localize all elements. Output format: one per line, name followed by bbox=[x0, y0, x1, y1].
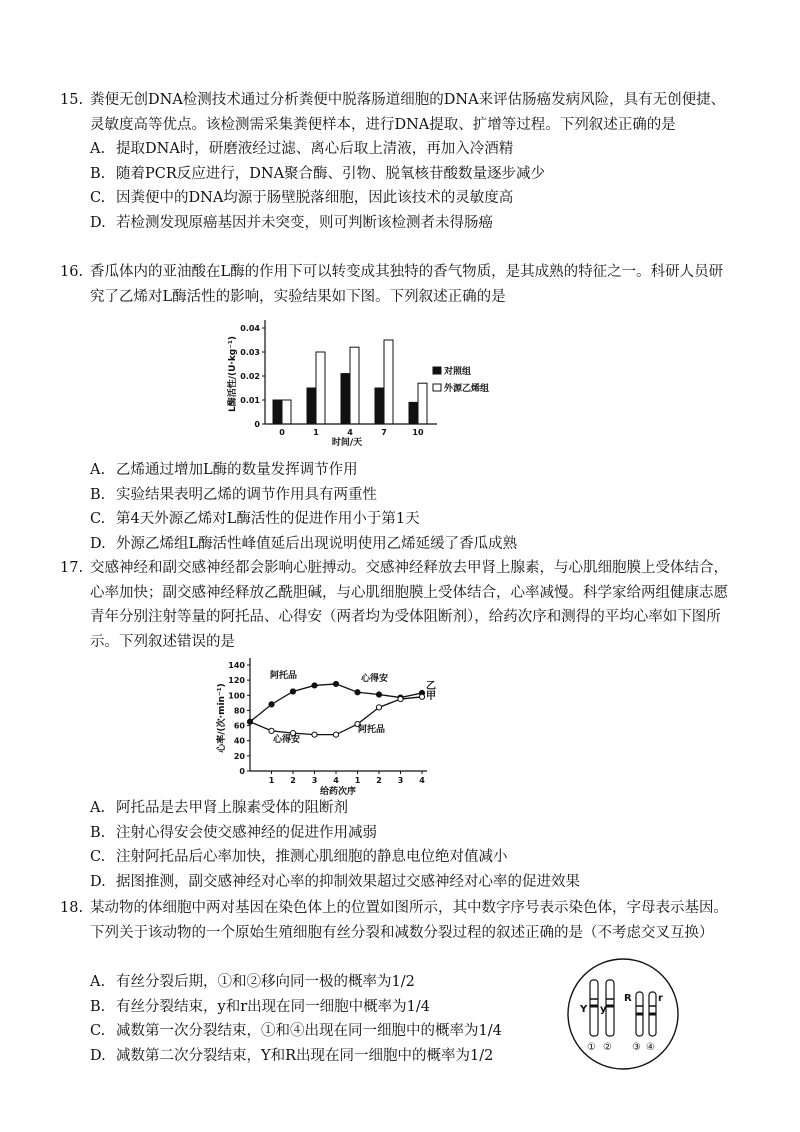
question-15 bbox=[60, 88, 728, 235]
data-point-start bbox=[247, 719, 252, 724]
x-tick-label: 4 bbox=[347, 428, 353, 437]
bar-control-10 bbox=[409, 402, 418, 424]
y-tick-label: 0 bbox=[254, 420, 260, 429]
chromosome-diagram bbox=[560, 966, 686, 1062]
line-chart-heart-rate bbox=[215, 652, 445, 798]
gene-label-Y: Y bbox=[580, 1004, 588, 1015]
bar-ethylene-4 bbox=[350, 347, 359, 424]
option-label: B. bbox=[90, 486, 106, 503]
x-tick-label: 3 bbox=[311, 776, 318, 785]
bar-ethylene-1 bbox=[316, 352, 325, 424]
option-d[interactable] bbox=[60, 1044, 530, 1069]
chromosome-2 bbox=[606, 980, 614, 1036]
option-c[interactable] bbox=[60, 845, 728, 870]
legend-swatch-control bbox=[433, 367, 441, 374]
x-axis-label: 时间/天 bbox=[331, 438, 363, 448]
question-number: 16. bbox=[60, 264, 84, 280]
option-text: 随着PCR反应进行，DNA聚合酶、引物、脱氧核苷酸数量逐步减少 bbox=[116, 165, 546, 182]
question-stem: 某动物的体细胞中两对基因在染色体上的位置如图所示，其中数字序号表示染色体，字母表示基因。下列关于该动物的一个原始生殖细胞有丝分裂和减数分裂过程的叙述正确的是（不考虑交叉互换） bbox=[90, 900, 728, 941]
option-text: 注射阿托品后心率加快，推测心肌细胞的静息电位绝对值减小 bbox=[116, 849, 508, 865]
option-text: 乙烯通过增加L酶的数量发挥调节作用 bbox=[116, 462, 358, 478]
bar-ethylene-0 bbox=[282, 400, 291, 424]
question-number: 18. bbox=[60, 900, 84, 916]
bar-control-4 bbox=[341, 374, 350, 424]
option-b[interactable] bbox=[60, 821, 728, 846]
option-text: 提取DNA时，研磨液经过滤、离心后取上清液，再加入冷酒精 bbox=[116, 141, 514, 157]
question-17 bbox=[60, 556, 728, 654]
question-16 bbox=[60, 260, 728, 309]
x-tick-label: 1 bbox=[268, 776, 275, 785]
option-text: 因粪便中的DNA均源于肠壁脱落细胞，因此该技术的灵敏度高 bbox=[116, 190, 514, 206]
option-a[interactable] bbox=[60, 970, 530, 995]
data-point-jia bbox=[398, 696, 403, 701]
question-stem: 交感神经和副交感神经都会影响心脏搏动。交感神经释放去甲肾上腺素，与心肌细胞膜上受体结合，心率加快；副交感神经释放乙酰胆碱，与心肌细胞膜上受体结合，心率减慢。科学家给两组健康志愿青年分别注射等量的阿托品、心得安（两者均为受体阻断剂），给药次序和测得的平均心率如下图所示。下列叙述错误的是 bbox=[90, 560, 728, 650]
question-stem: 粪便无创DNA检测技术通过分析粪便中脱落肠道细胞的DNA来评估肠癌发病风险，具有无创便捷、灵敏度高等优点。该检测需采集粪便样本，进行DNA提取、扩增等过程。下列叙述正确的是 bbox=[90, 92, 726, 133]
gene-label-y: y bbox=[600, 1004, 607, 1015]
option-text: 外源乙烯组L酶活性峰值延后出现说明使用乙烯延缓了香瓜成熟 bbox=[116, 535, 518, 552]
option-label: A. bbox=[90, 141, 106, 157]
x-tick-label: 4 bbox=[419, 776, 425, 785]
annotation-propranolol-top: 心得安 bbox=[361, 674, 389, 684]
y-tick-label: 140 bbox=[228, 661, 245, 670]
option-text: 据图推测，副交感神经对心率的抑制效果超过交感神经对心率的促进效果 bbox=[116, 873, 580, 890]
question-16-options bbox=[60, 458, 728, 556]
option-text: 有丝分裂结束，y和r出现在同一细胞中概率为1/4 bbox=[116, 998, 430, 1015]
chromosome-4 bbox=[649, 992, 656, 1036]
annotation-atropine-top: 阿托品 bbox=[270, 671, 298, 681]
y-tick-label: 0.04 bbox=[240, 324, 260, 333]
y-tick-label: 0.02 bbox=[240, 372, 260, 381]
x-tick-label: 7 bbox=[381, 428, 387, 437]
option-label: B. bbox=[90, 998, 106, 1015]
chromosome-label-1: ① bbox=[587, 1042, 596, 1053]
chromosome-label-3: ③ bbox=[632, 1042, 641, 1053]
option-text: 实验结果表明乙烯的调节作用具有两重性 bbox=[116, 486, 377, 503]
x-tick-label: 2 bbox=[290, 776, 296, 785]
data-point-jia bbox=[312, 732, 317, 737]
y-tick-label: 120 bbox=[228, 676, 245, 686]
option-label: A. bbox=[90, 974, 106, 990]
y-axis-label: L酶活性/(U·kg⁻¹) bbox=[228, 335, 238, 413]
question-17-options bbox=[60, 796, 728, 894]
series-line-yi bbox=[250, 684, 422, 722]
y-tick-label: 0 bbox=[239, 767, 245, 776]
bar-ethylene-10 bbox=[418, 383, 427, 424]
data-point-jia bbox=[376, 705, 381, 710]
question-18-options bbox=[60, 970, 530, 1068]
option-c[interactable] bbox=[60, 186, 728, 211]
y-tick-label: 0.03 bbox=[240, 348, 260, 357]
option-label: C. bbox=[90, 849, 106, 865]
option-label: B. bbox=[90, 824, 106, 841]
x-tick-label: 10 bbox=[412, 428, 424, 437]
x-tick-label: 1 bbox=[313, 428, 319, 437]
option-text: 第4天外源乙烯对L酶活性的促进作用小于第1天 bbox=[116, 511, 420, 527]
option-text: 若检测发现原癌基因并未突变，则可判断该检测者未得肠癌 bbox=[116, 214, 493, 231]
option-text: 减数第二次分裂结束，Y和R出现在同一细胞中的概率为1/2 bbox=[116, 1047, 494, 1064]
gene-label-r: r bbox=[658, 993, 663, 1004]
bar-chart-l-enzyme-activity bbox=[225, 310, 525, 450]
x-tick-label: 2 bbox=[376, 776, 382, 785]
data-point-yi bbox=[376, 692, 381, 697]
y-tick-label: 80 bbox=[233, 706, 245, 716]
y-axis-label: 心率/(次·min⁻¹) bbox=[217, 683, 227, 753]
option-label: D. bbox=[90, 873, 106, 890]
option-label: B. bbox=[90, 165, 106, 182]
option-label: A. bbox=[90, 800, 106, 816]
data-point-jia bbox=[269, 728, 274, 733]
y-tick-label: 40 bbox=[233, 736, 245, 746]
option-label: C. bbox=[90, 511, 106, 527]
option-text: 注射心得安会使交感神经的促进作用减弱 bbox=[116, 824, 377, 841]
bar-control-7 bbox=[375, 388, 384, 424]
option-label: D. bbox=[90, 214, 106, 231]
option-d[interactable] bbox=[60, 870, 728, 895]
option-text: 减数第一次分裂结束，①和④出现在同一细胞中的概率为1/4 bbox=[116, 1023, 502, 1039]
option-text: 有丝分裂后期，①和②移向同一极的概率为1/2 bbox=[116, 974, 415, 990]
y-tick-label: 60 bbox=[233, 721, 245, 731]
gene-label-R: R bbox=[624, 993, 632, 1004]
x-tick-label: 3 bbox=[397, 776, 404, 785]
y-tick-label: 100 bbox=[228, 691, 245, 701]
option-label: C. bbox=[90, 1023, 106, 1039]
option-b[interactable] bbox=[60, 483, 728, 508]
annotation-propranolol-bottom: 心得安 bbox=[273, 735, 301, 745]
option-b[interactable] bbox=[60, 995, 530, 1020]
data-point-jia bbox=[419, 694, 424, 699]
question-number: 17. bbox=[60, 560, 84, 576]
question-number: 15. bbox=[60, 92, 84, 108]
bar-ethylene-7 bbox=[384, 340, 393, 424]
option-label: D. bbox=[90, 535, 106, 552]
chromosome-label-2: ② bbox=[603, 1042, 612, 1053]
x-axis-label: 给药次序 bbox=[319, 787, 357, 797]
option-text: 阿托品是去甲肾上腺素受体的阻断剂 bbox=[116, 800, 348, 816]
bar-control-0 bbox=[273, 400, 282, 424]
option-label: A. bbox=[90, 462, 106, 478]
data-point-yi bbox=[269, 702, 274, 707]
option-a[interactable] bbox=[60, 458, 728, 483]
legend-swatch-ethylene bbox=[433, 384, 441, 391]
legend-label-ethylene: 外源乙烯组 bbox=[444, 384, 490, 394]
series-label-jia: 甲 bbox=[426, 691, 436, 702]
legend bbox=[433, 365, 489, 394]
annotation-atropine-bottom: 阿托品 bbox=[358, 725, 386, 735]
data-point-yi bbox=[290, 689, 295, 694]
chromosome-3 bbox=[636, 992, 643, 1036]
x-tick-label: 0 bbox=[279, 428, 285, 437]
data-point-jia bbox=[333, 732, 338, 737]
option-d[interactable] bbox=[60, 532, 728, 557]
option-label: C. bbox=[90, 190, 106, 206]
option-c[interactable] bbox=[60, 1019, 530, 1044]
chromosome-1 bbox=[590, 980, 598, 1036]
option-label: D. bbox=[90, 1047, 106, 1064]
data-point-yi bbox=[355, 690, 360, 695]
bar-control-1 bbox=[307, 388, 316, 424]
question-18 bbox=[60, 896, 728, 945]
y-tick-label: 0.01 bbox=[240, 396, 260, 405]
legend-label-control: 对照组 bbox=[444, 367, 472, 377]
option-c[interactable] bbox=[60, 507, 728, 532]
x-tick-label: 4 bbox=[333, 776, 339, 785]
data-point-yi bbox=[333, 681, 338, 686]
option-a[interactable] bbox=[60, 796, 728, 821]
series-label-yi: 乙 bbox=[426, 681, 436, 692]
option-b[interactable] bbox=[60, 162, 728, 187]
data-point-yi bbox=[312, 683, 317, 688]
x-tick-label: 1 bbox=[354, 776, 361, 785]
question-stem: 香瓜体内的亚油酸在L酶的作用下可以转变成其独特的香气物质，是其成熟的特征之一。科研人员研究了乙烯对L酶活性的影响，实验结果如下图。下列叙述正确的是 bbox=[90, 264, 724, 305]
option-a[interactable] bbox=[60, 137, 728, 162]
chromosome-label-4: ④ bbox=[646, 1042, 655, 1053]
y-tick-label: 20 bbox=[233, 751, 245, 761]
option-d[interactable] bbox=[60, 211, 728, 236]
